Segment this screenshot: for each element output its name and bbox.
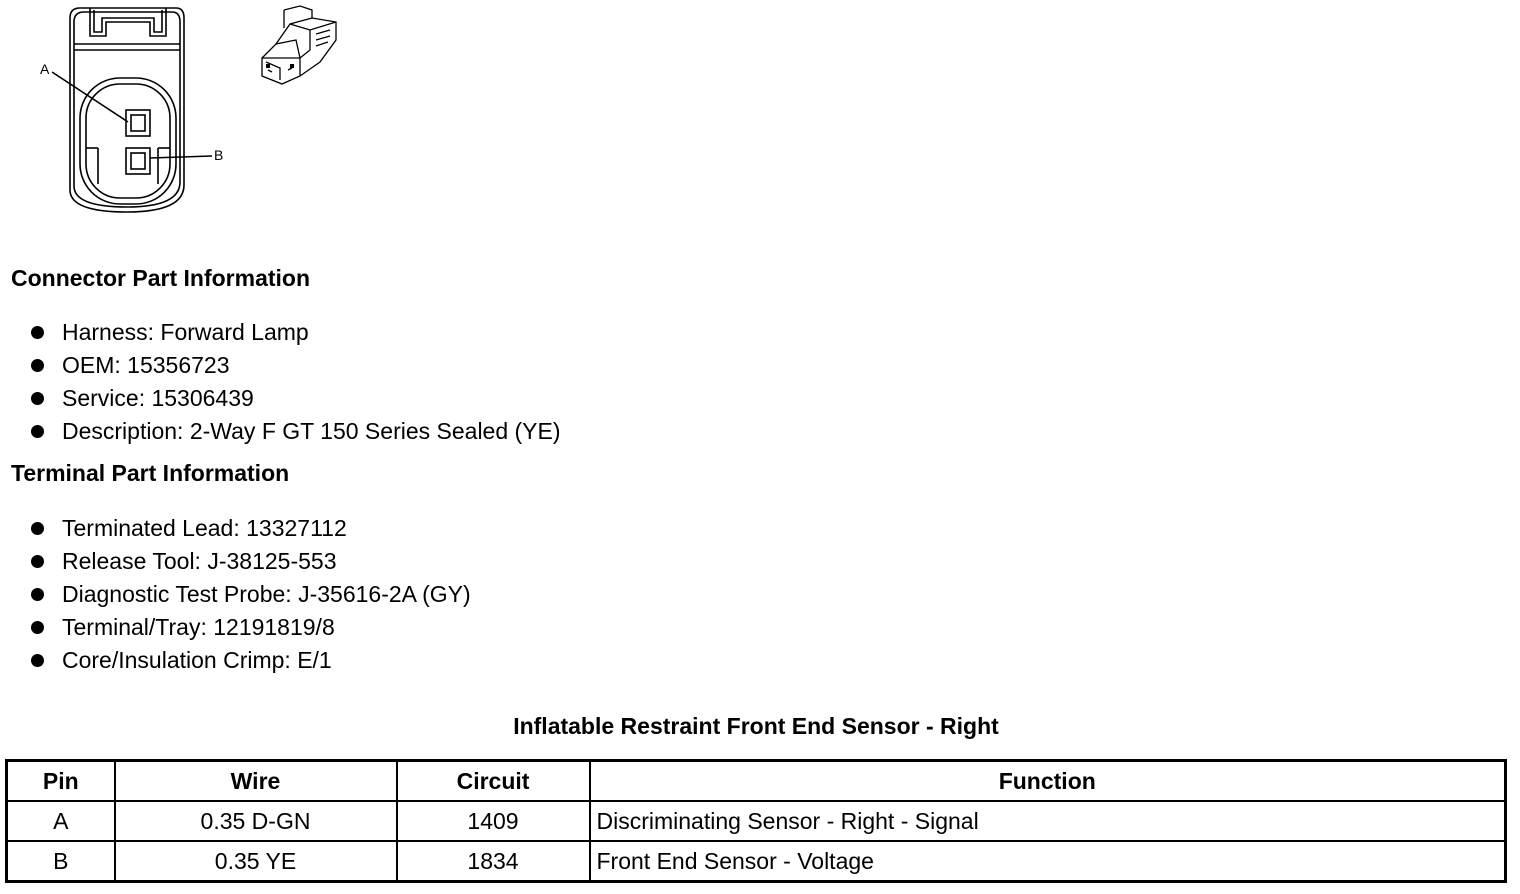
connector-info-item: OEM: 15356723	[28, 349, 561, 382]
bullet-icon	[31, 621, 44, 634]
bullet-icon	[31, 425, 44, 438]
pin-table-title: Inflatable Restraint Front End Sensor - Right	[513, 713, 999, 739]
terminal-info-list	[28, 512, 471, 677]
header-circuit: Circuit	[397, 761, 590, 802]
connector-diagram	[0, 0, 360, 220]
table-row	[7, 801, 1506, 841]
pin-b-leader	[150, 156, 212, 158]
cell-function: Front End Sensor - Voltage	[590, 841, 1506, 882]
terminal-info-item: Terminal/Tray: 12191819/8	[28, 611, 471, 644]
cell-circuit: 1409	[397, 801, 590, 841]
connector-info-item: Service: 15306439	[28, 382, 561, 415]
terminal-info-item: Terminated Lead: 13327112	[28, 512, 471, 545]
pin-table	[5, 759, 1507, 883]
cell-wire: 0.35 YE	[115, 841, 397, 882]
connector-info-heading: Connector Part Information	[11, 265, 311, 291]
cell-pin: B	[7, 841, 115, 882]
header-pin: Pin	[7, 761, 115, 802]
connector-iso-icon	[262, 6, 336, 84]
pin-a-leader	[52, 72, 128, 122]
bullet-icon	[31, 555, 44, 568]
table-header-row	[7, 761, 1506, 802]
bullet-icon	[31, 654, 44, 667]
bullet-icon	[31, 588, 44, 601]
header-wire: Wire	[115, 761, 397, 802]
terminal-info-item: Core/Insulation Crimp: E/1	[28, 644, 471, 677]
terminal-info-item: Diagnostic Test Probe: J-35616-2A (GY)	[28, 578, 471, 611]
pin-b-label: B	[214, 147, 224, 163]
terminal-info-item: Release Tool: J-38125-553	[28, 545, 471, 578]
cell-pin: A	[7, 801, 115, 841]
bullet-icon	[31, 392, 44, 405]
connector-info-list	[28, 316, 561, 448]
cell-circuit: 1834	[397, 841, 590, 882]
connector-info-item: Description: 2-Way F GT 150 Series Sealed (YE)	[28, 415, 561, 448]
bullet-icon	[31, 522, 44, 535]
pin-a-label: A	[40, 61, 50, 77]
pin-cavity-b	[126, 148, 150, 174]
connector-info-item: Harness: Forward Lamp	[28, 316, 561, 349]
pin-cavity-a	[126, 110, 150, 136]
bullet-icon	[31, 359, 44, 372]
terminal-info-heading: Terminal Part Information	[11, 460, 290, 486]
cell-wire: 0.35 D-GN	[115, 801, 397, 841]
header-function: Function	[590, 761, 1506, 802]
bullet-icon	[31, 326, 44, 339]
table-row	[7, 841, 1506, 882]
cell-function: Discriminating Sensor - Right - Signal	[590, 801, 1506, 841]
